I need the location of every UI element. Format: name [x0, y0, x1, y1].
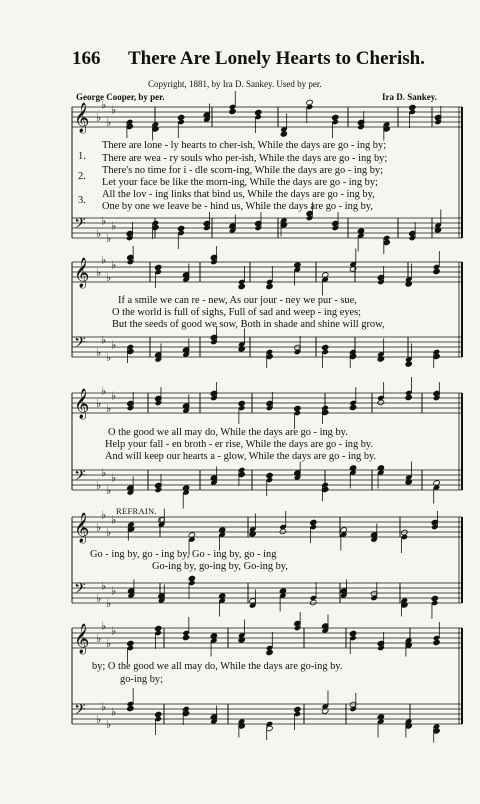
- flat-sign: ♭: [101, 98, 107, 112]
- refrain-label: REFRAIN.: [116, 506, 157, 516]
- flat-sign: ♭: [101, 253, 107, 267]
- note-head: [154, 625, 161, 631]
- hymn-number: 166: [72, 48, 101, 69]
- note-head: [177, 114, 184, 120]
- flat-sign: ♭: [106, 402, 112, 415]
- flat-sign: ♭: [106, 232, 112, 245]
- flat-sign: ♭: [106, 116, 112, 129]
- bass-clef-icon: 𝄢: [74, 580, 86, 601]
- flat-sign: ♭: [96, 521, 102, 534]
- note-head: [306, 99, 313, 105]
- note-head: [349, 404, 356, 410]
- note-head: [377, 399, 384, 405]
- flat-sign: ♭: [96, 111, 102, 124]
- note-head: [294, 706, 301, 712]
- flat-sign: ♭: [101, 579, 107, 593]
- bass-clef-icon: 𝄢: [74, 215, 86, 236]
- flat-sign: ♭: [106, 526, 112, 539]
- flat-sign: ♭: [96, 346, 102, 359]
- treble-clef-icon: 𝄞: [74, 389, 90, 419]
- flat-sign: ♭: [96, 713, 102, 726]
- lyric-line: All the lov - ing links that bind us, While the days are go - ing by,: [102, 189, 375, 200]
- note-head: [127, 705, 134, 711]
- note-head: [294, 405, 301, 411]
- note-head: [266, 649, 273, 655]
- note-head: [154, 264, 161, 270]
- flat-sign: ♭: [106, 718, 112, 731]
- flat-sign: ♭: [101, 700, 107, 714]
- treble-clef-icon: 𝄞: [74, 513, 90, 543]
- note-head: [409, 104, 416, 110]
- note-head: [321, 344, 328, 350]
- note-head: [280, 131, 287, 137]
- flat-sign: ♭: [106, 637, 112, 650]
- flat-sign: ♭: [111, 705, 117, 719]
- lyric-line: Let your face be like the morn-ing, While the days are go - ing by;: [102, 177, 378, 188]
- final-lyric-alt: go-ing by;: [120, 674, 164, 685]
- note-head: [238, 400, 245, 406]
- flat-sign: ♭: [101, 619, 107, 633]
- note-head: [182, 634, 189, 640]
- lyric-line: And will keep our hearts a - glow, While the days are go - ing by.: [105, 451, 377, 462]
- note-head: [349, 630, 356, 636]
- flat-sign: ♭: [111, 103, 117, 117]
- note-head: [266, 472, 273, 478]
- flat-sign: ♭: [101, 508, 107, 522]
- flat-sign: ♭: [106, 484, 112, 497]
- note-head: [279, 528, 286, 534]
- note-head: [433, 268, 440, 274]
- refrain-lyric-alt: Go-ing by, go-ing by, Go-ing by,: [152, 561, 288, 572]
- flat-sign: ♭: [106, 271, 112, 284]
- author-credit: George Cooper, by per.: [76, 92, 165, 102]
- flat-sign: ♭: [96, 266, 102, 279]
- flat-sign: ♭: [111, 471, 117, 485]
- composer-credit: Ira D. Sankey.: [382, 92, 438, 102]
- note-head: [177, 225, 184, 231]
- hymn-title: There Are Lonely Hearts to Cherish.: [128, 48, 425, 69]
- note-head: [238, 283, 245, 289]
- verse-number-3: 3.: [78, 195, 86, 206]
- lyric-line: O the world is full of sighs, Full of sad and weep - ing eyes;: [112, 307, 362, 318]
- flat-sign: ♭: [111, 258, 117, 272]
- note-head: [254, 109, 261, 115]
- treble-clef-icon: 𝄞: [74, 103, 90, 133]
- lyric-line: One by one we leave be - hind us, While the days are go - ing by,: [102, 201, 373, 212]
- flat-sign: ♭: [96, 632, 102, 645]
- flat-sign: ♭: [96, 592, 102, 605]
- final-lyric-main: by; O the good we all may do, While the days are go-ing by.: [92, 661, 343, 672]
- treble-clef-icon: 𝄞: [74, 624, 90, 654]
- flat-sign: ♭: [101, 333, 107, 347]
- flat-sign: ♭: [106, 597, 112, 610]
- flat-sign: ♭: [96, 397, 102, 410]
- flat-sign: ♭: [101, 466, 107, 480]
- treble-clef-icon: 𝄞: [74, 258, 90, 288]
- note-head: [266, 283, 273, 289]
- bass-clef-icon: 𝄢: [74, 334, 86, 355]
- lyric-line: Help your fall - en broth - er rise, While the days are go - ing by.: [105, 439, 374, 450]
- verse-number-2: 2.: [78, 171, 86, 182]
- note-head: [154, 711, 161, 717]
- note-head: [310, 519, 317, 525]
- verse-number-1: 1.: [78, 151, 86, 162]
- lyric-line: There are lone - ly hearts to cher-ish, While the days are go - ing by;: [102, 140, 387, 151]
- note-head: [433, 639, 440, 645]
- lyric-line: O the good we all may do, While the days are go - ing by.: [108, 427, 348, 438]
- bass-clef-icon: 𝄢: [74, 701, 86, 722]
- lyric-line: If a smile we can re - new, As our jour - ney we pur - sue,: [118, 295, 357, 306]
- flat-sign: ♭: [111, 513, 117, 527]
- flat-sign: ♭: [96, 227, 102, 240]
- note-head: [310, 599, 317, 605]
- note-head: [401, 529, 408, 535]
- note-head: [229, 108, 236, 114]
- lyric-line: But the seeds of good we sow, Both in shade and shine will grow,: [112, 319, 385, 330]
- flat-sign: ♭: [111, 389, 117, 403]
- note-head: [127, 640, 134, 646]
- bass-clef-icon: 𝄢: [74, 467, 86, 488]
- lyric-line: There are wea - ry souls who per-ish, While the days are go - ing by;: [102, 153, 388, 164]
- flat-sign: ♭: [101, 384, 107, 398]
- note-head: [431, 595, 438, 601]
- note-head: [332, 114, 339, 120]
- flat-sign: ♭: [111, 338, 117, 352]
- note-head: [405, 394, 412, 400]
- flat-sign: ♭: [111, 219, 117, 233]
- flat-sign: ♭: [111, 624, 117, 638]
- lyric-line: There's no time for i - dle scorn-ing, While the days are go - ing by;: [102, 165, 383, 176]
- flat-sign: ♭: [96, 479, 102, 492]
- flat-sign: ♭: [111, 584, 117, 598]
- flat-sign: ♭: [106, 351, 112, 364]
- note-head: [188, 575, 195, 581]
- refrain-lyric-main: Go - ing by, go - ing by, Go - ing by, go - ing: [90, 549, 277, 560]
- copyright-line: Copyright, 1881, by Ira D. Sankey. Used by per.: [148, 79, 322, 89]
- flat-sign: ♭: [101, 214, 107, 228]
- note-head: [405, 361, 412, 367]
